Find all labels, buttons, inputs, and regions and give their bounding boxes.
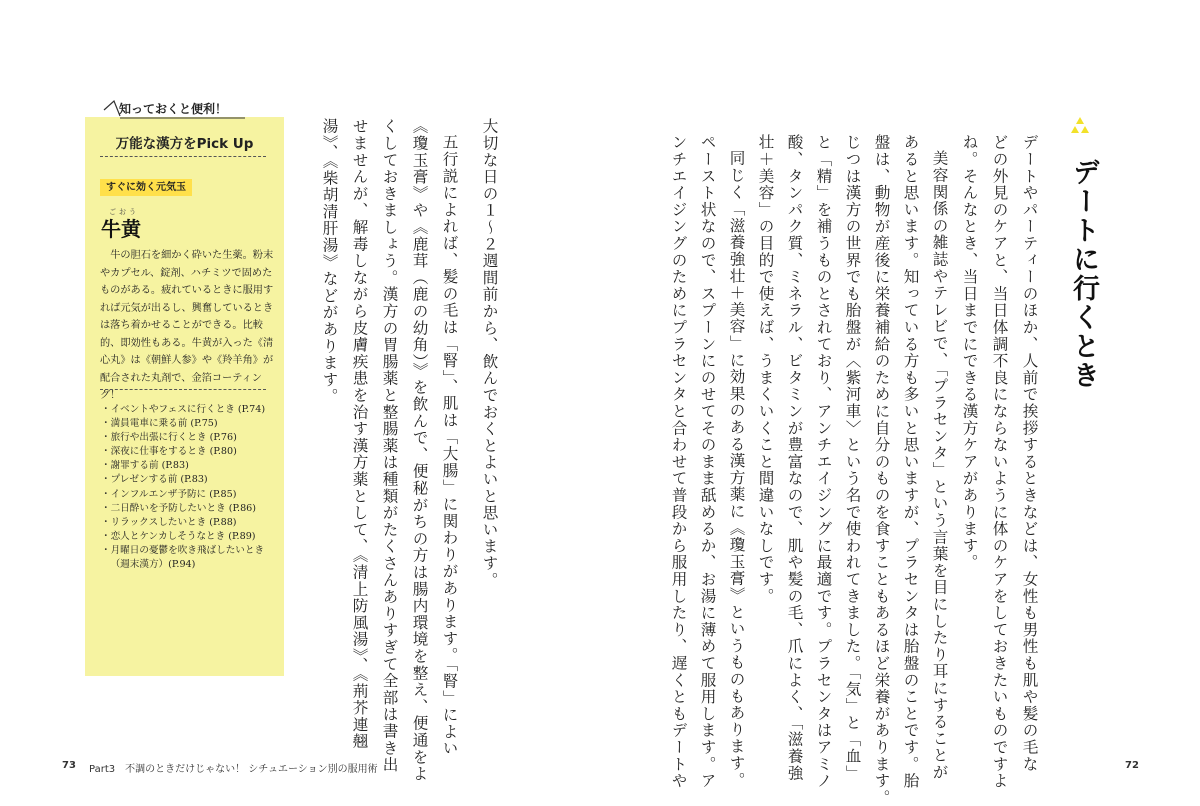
herb-name: 牛黄: [101, 217, 141, 241]
list-item: ・プレゼンする前 (P.83): [101, 474, 208, 486]
body-column: 《瓊玉膏》や《鹿茸（鹿の幼角）》を飲んで、便秘がちの方は腸内環境を整え、便通をよ: [410, 118, 429, 783]
list-item: （週末漢方）(P.94): [110, 559, 196, 571]
list-item: ・イベントやフェスに行くとき (P.74): [101, 404, 266, 415]
page-number-right: 72: [1125, 760, 1139, 771]
body-column: 美容関係の雑誌やテレビで、「プラセンタ」という言葉を目にしたり耳にすることが: [930, 150, 949, 781]
body-column: 大切な日の１〜２週間前から、飲んでおくとよいと思います。: [480, 118, 499, 589]
body-column: 五行説によれば、髪の毛は「腎」、肌は「大腸」に関わりがあります。「腎」によい: [440, 134, 459, 757]
section-title: Part3 不調のときだけじゃない！ シチュエーション別の服用術: [89, 764, 378, 775]
body-column: ね。そんなとき、当日までにできる漢方ケアがあります。: [960, 134, 979, 571]
body-column: と「精」を補うものとされており、アンチエイジングに最適です。プラセンタはアミノ: [814, 134, 833, 790]
divider: [100, 156, 266, 157]
triangle-ornament-icon: [1069, 116, 1091, 136]
scene-list: [101, 403, 281, 572]
status-badge: すぐに効く元気玉: [100, 179, 192, 196]
herb-reading: ごおう: [109, 208, 139, 216]
body-column: 酸、タンパク質、ミネラル、ビタミンが豊富なので、肌や髪の毛、爪によく、「滋養強: [785, 134, 804, 782]
body-column: じつは漢方の世界でも胎盤が〈紫河車〉という名で使われてきました。「気」と「血」: [843, 134, 862, 782]
body-column: ンチエイジングのためにプラセンタと合わせて普段から服用したり、遅くともデートや: [669, 134, 688, 790]
body-column: せませんが、解毒しながら皮膚疾患を治す漢方薬として、《清上防風湯》、《荊芥連翹: [350, 118, 369, 750]
list-item: ・二日酔いを予防したいとき (P.86): [101, 502, 257, 514]
body-column: デートやパーティーのほか、人前で挨拶するときなどは、女性も男性も肌や髪の毛な: [1020, 134, 1039, 773]
list-item: ・月曜日の憂鬱を吹き飛ばしたいとき: [101, 544, 265, 556]
page-number-left: 73: [62, 760, 76, 771]
herb-description: 牛の胆石を細かく砕いた生薬。粉末やカプセル、錠剤、ハチミツで固めたものがある。疲れているときに服用すれば元気が出るし、興奮しているときは落ち着かせることができる。比較的、即効性もある。牛黄が入った《清心丸》は《朝鮮人参》や《羚羊角》が配合された丸剤で、金箔コーティング！: [100, 250, 274, 401]
page-heading: デートに行くとき: [1068, 158, 1099, 390]
divider: [100, 389, 266, 390]
body-column: あると思います。知っている方も多いと思いますが、プラセンタは胎盤のことです。胎: [901, 134, 920, 790]
list-item: ・満員電車に乗る前 (P.75): [101, 418, 218, 430]
list-item: ・リラックスしたいとき (P.88): [101, 516, 237, 528]
body-column: くしておきましょう。漢方の胃腸薬と整腸薬は種類がたくさんありすぎて全部は書き出: [380, 118, 399, 774]
body-column: ペースト状なので、スプーンにのせてそのまま舐めるか、お湯に薄めて服用します。ア: [698, 134, 717, 790]
body-column: 壮＋美容」の目的で使えば、うまくいくこと間違いなしです。: [756, 134, 775, 605]
body-column: 湯》、《柴胡清肝湯》などがあります。: [320, 118, 339, 405]
list-item: ・謝罪する前 (P.83): [101, 460, 189, 472]
sidebar-title: 万能な漢方をPick Up: [115, 136, 254, 152]
list-item: ・恋人とケンカしそうなとき (P.89): [101, 530, 256, 542]
body-column: 同じく「滋養強壮＋美容」に効果のある漢方薬に《瓊玉膏》というものもあります。: [727, 150, 746, 789]
list-item: ・深夜に仕事をするとき (P.80): [101, 446, 237, 458]
sidebar-tag: 知っておくと便利！: [118, 102, 227, 116]
list-item: ・旅行や出張に行くとき (P.76): [101, 432, 237, 444]
body-column: どの外見のケアと、当日体調不良にならないように体のケアをしておきたいものですよ: [990, 134, 1009, 790]
body-column: 盤は、動物が産後に栄養補給のために自分のものを食すこともあるほど栄養があります。: [872, 134, 891, 806]
list-item: ・インフルエンザ予防に (P.85): [101, 488, 237, 500]
